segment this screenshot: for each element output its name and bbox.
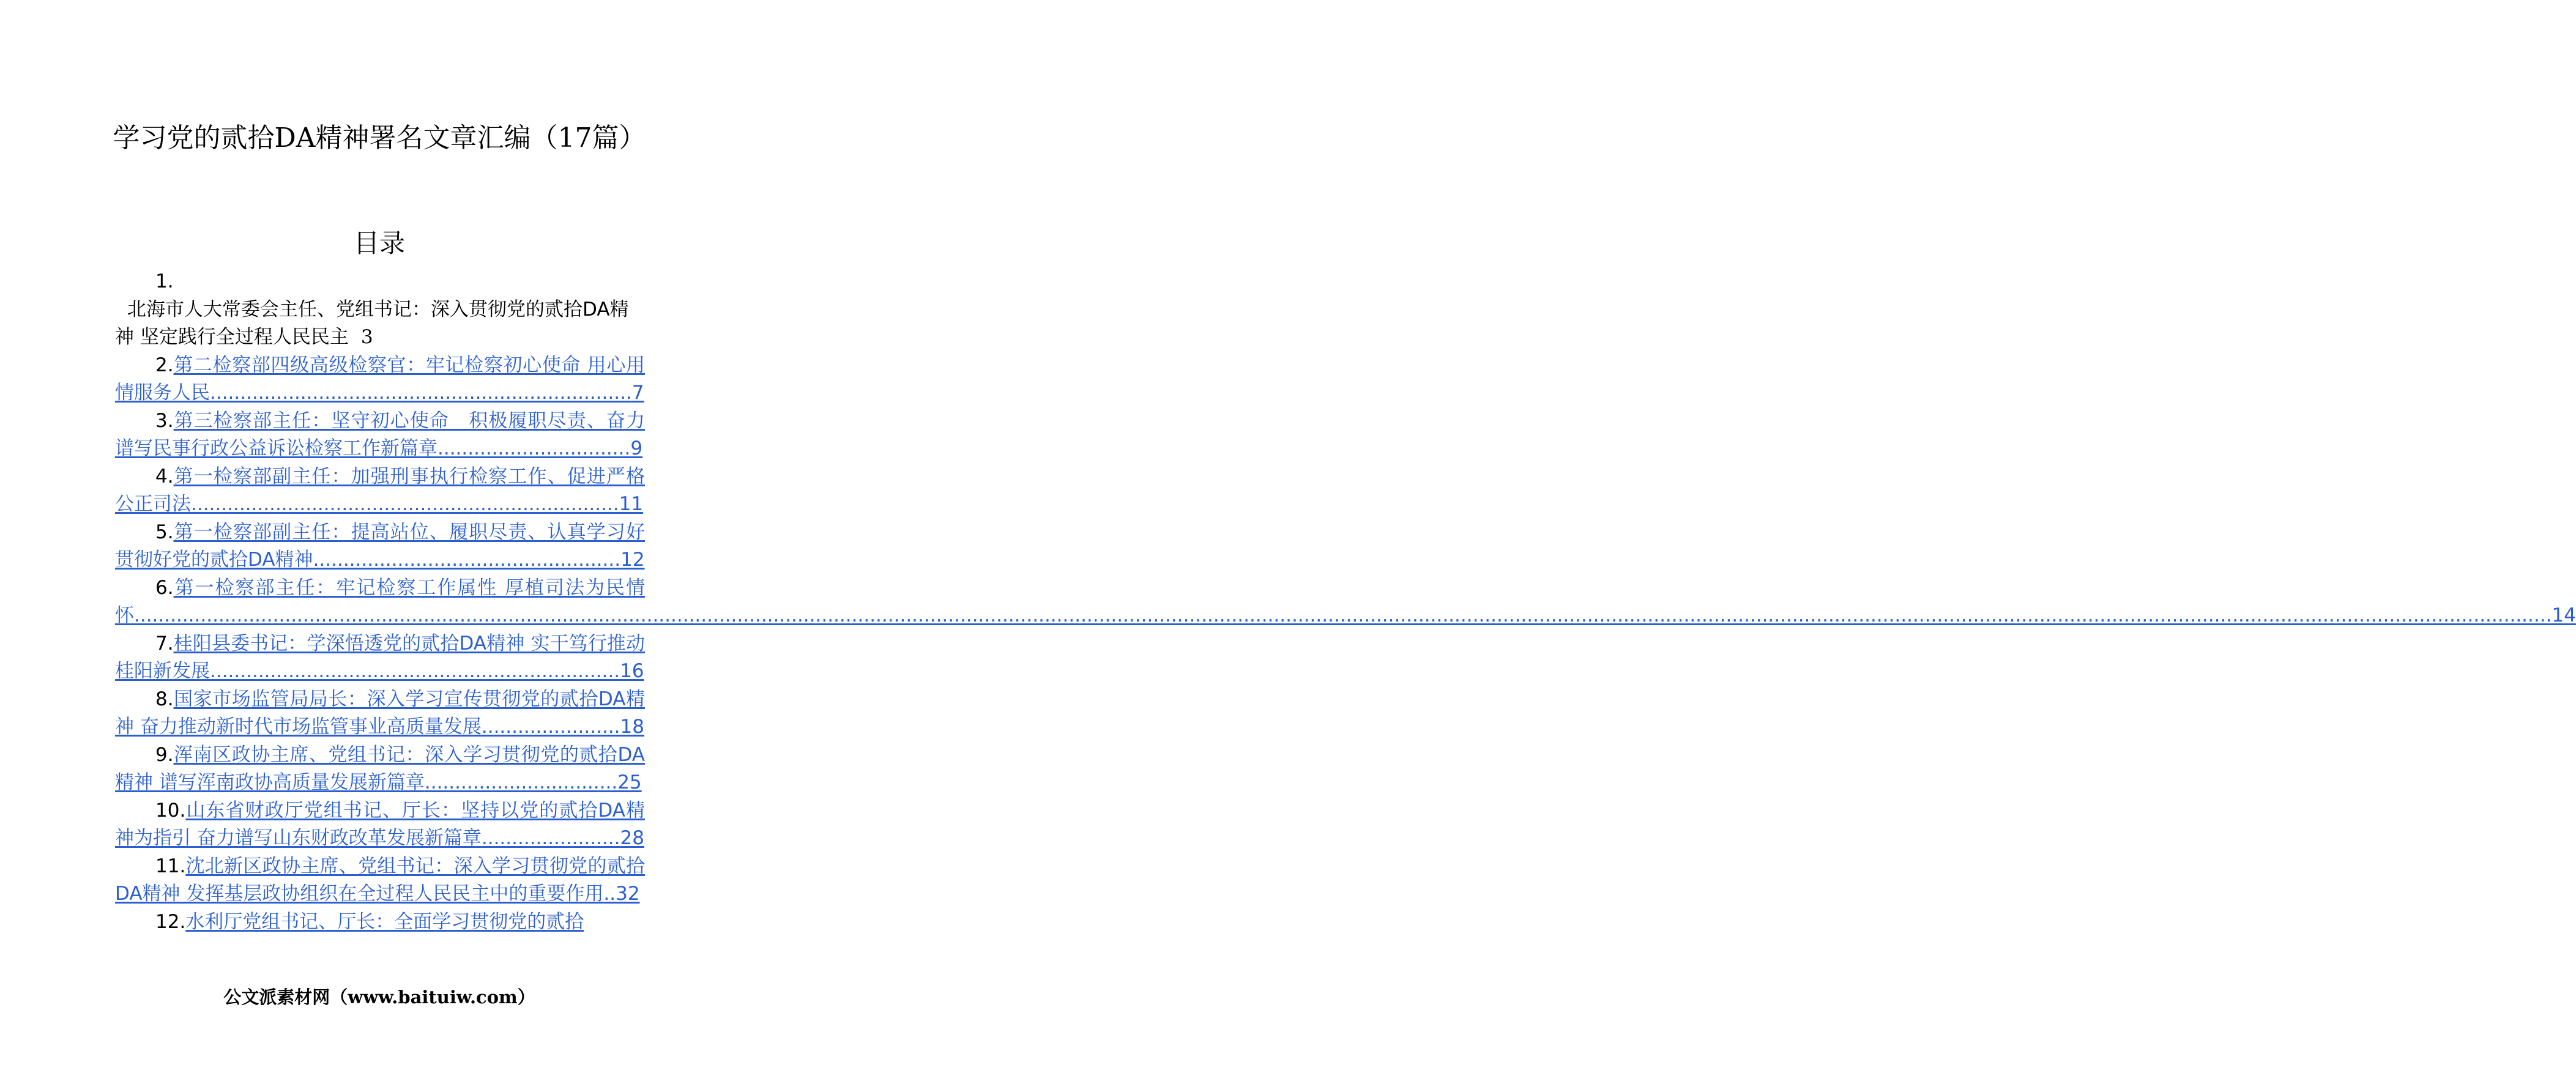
toc-entry-number: 7. xyxy=(155,632,174,655)
toc-leader-dots: .................................................................... xyxy=(210,660,620,682)
toc-entry-number: 11. xyxy=(155,855,186,877)
toc-entry-number: 8. xyxy=(155,688,174,710)
toc-entry-link[interactable] xyxy=(115,800,645,850)
toc-entry xyxy=(115,519,645,574)
toc-entry-link[interactable] xyxy=(115,855,645,905)
toc-entry-title: 北海市人大常委会主任、党组书记：深入贯彻党的贰拾DA精神 坚定践行全过程人民民主 xyxy=(115,298,629,348)
toc-entry-title: 第三检察部主任：坚守初心使命 积极履职尽责、奋力谱写民事行政公益诉讼检察工作新篇章 xyxy=(115,409,645,459)
toc-leader-dots: ....................... xyxy=(481,827,620,849)
toc-entry xyxy=(115,686,645,741)
toc-entry-link[interactable] xyxy=(115,521,645,571)
toc-entry-title: 沈北新区政协主席、党组书记：深入学习贯彻党的贰拾DA精神 发挥基层政协组织在全过程人民民主中的重要作用 xyxy=(115,855,645,905)
toc-entry-number: 10. xyxy=(155,799,186,822)
toc-entry-page: 14 xyxy=(2552,604,2576,626)
toc-entry-title: 浑南区政协主席、党组书记：深入学习贯彻党的贰拾DA精神 谱写浑南政协高质量发展新篇章 xyxy=(115,743,645,793)
toc-entry-number: 4. xyxy=(155,465,174,488)
toc-entry-page: 11 xyxy=(619,493,644,515)
toc-entry-link[interactable] xyxy=(115,688,645,738)
toc-entry-page: 18 xyxy=(620,716,644,738)
toc-entry-link[interactable] xyxy=(185,911,584,933)
toc-entry xyxy=(115,741,645,797)
toc-entry-page: 28 xyxy=(620,827,644,849)
toc-leader-dots: .. xyxy=(603,883,616,905)
toc-entry-page: 9 xyxy=(630,437,643,459)
toc-entry xyxy=(115,268,645,352)
toc-entry xyxy=(115,797,645,853)
toc-entry-link[interactable] xyxy=(115,466,645,516)
toc-entry-link[interactable] xyxy=(115,410,645,460)
toc-entry-link[interactable] xyxy=(115,577,2576,627)
toc-entry-title: 第二检察部四级高级检察官：牢记检察初心使命 用心用情服务人民 xyxy=(115,354,645,404)
toc-entry-page: 25 xyxy=(617,771,642,793)
toc-entry xyxy=(115,908,645,937)
toc-entry-title: 第一检察部副主任：加强刑事执行检察工作、促进严格公正司法 xyxy=(115,465,645,515)
toc-leader-dots: ...................................................................... xyxy=(210,382,632,404)
toc-entry-title: 山东省财政厅党组书记、厅长：坚持以党的贰拾DA精神为指引 奋力谱写山东财政改革发展新篇章 xyxy=(115,799,645,849)
page-footer: 公文派素材网（www.baituiw.com） xyxy=(223,987,535,1008)
toc-leader-dots: ....................................................................... xyxy=(191,493,619,515)
toc-entry-number: 9. xyxy=(155,743,174,766)
toc-leader-dots: ................................ xyxy=(437,437,631,459)
toc-entry-link[interactable] xyxy=(115,633,645,683)
toc-entry-number: 1. xyxy=(155,270,174,292)
document-title: 学习党的贰拾DA精神署名文章汇编（17篇） xyxy=(113,122,646,154)
toc-entry-page: 32 xyxy=(616,883,640,905)
toc-entry-number: 6. xyxy=(155,576,174,599)
toc-entry xyxy=(115,853,645,908)
toc-leader-dots: ................................................................................................................................................................................................................................................................................................................................................................................................................. xyxy=(134,604,2552,626)
toc-entry-number: 12. xyxy=(155,910,186,933)
toc-leader-dots: ................................................... xyxy=(313,549,621,571)
toc-entry-title: 第一检察部主任：牢记检察工作属性 厚植司法为民情怀 xyxy=(115,576,645,626)
toc-entry xyxy=(115,574,2576,630)
toc-entry xyxy=(115,463,645,519)
toc-entry-title: 桂阳县委书记：学深悟透党的贰拾DA精神 实干笃行推动桂阳新发展 xyxy=(115,632,645,682)
toc-entry-page: 12 xyxy=(620,549,645,571)
toc-entry-link[interactable] xyxy=(115,744,645,794)
table-of-contents xyxy=(115,268,2576,936)
toc-entry-link[interactable] xyxy=(115,354,645,404)
toc-entry xyxy=(115,407,645,463)
toc-entry xyxy=(115,352,645,407)
toc-entry-text xyxy=(115,296,645,352)
toc-entry-number: 2. xyxy=(155,354,174,376)
toc-leader-dots: ................................ xyxy=(424,771,618,793)
toc-leader-dots: ....................... xyxy=(481,716,620,738)
toc-entry-title: 第一检察部副主任：提高站位、履职尽责、认真学习好贯彻好党的贰拾DA精神 xyxy=(115,521,645,571)
toc-entry-title: 国家市场监管局局长：深入学习宣传贯彻党的贰拾DA精神 奋力推动新时代市场监管事业高质量发展 xyxy=(115,688,645,738)
toc-entry-page: 16 xyxy=(620,660,644,682)
toc-entry-title: 水利厅党组书记、厅长：全面学习贯彻党的贰拾 xyxy=(185,910,584,933)
toc-entry-page: 7 xyxy=(631,382,644,404)
toc-heading: 目录 xyxy=(353,228,405,258)
toc-entry xyxy=(115,630,645,686)
toc-entry-number: 3. xyxy=(155,409,174,432)
toc-entry-page: 3 xyxy=(360,326,373,348)
toc-entry-number: 5. xyxy=(155,521,174,543)
